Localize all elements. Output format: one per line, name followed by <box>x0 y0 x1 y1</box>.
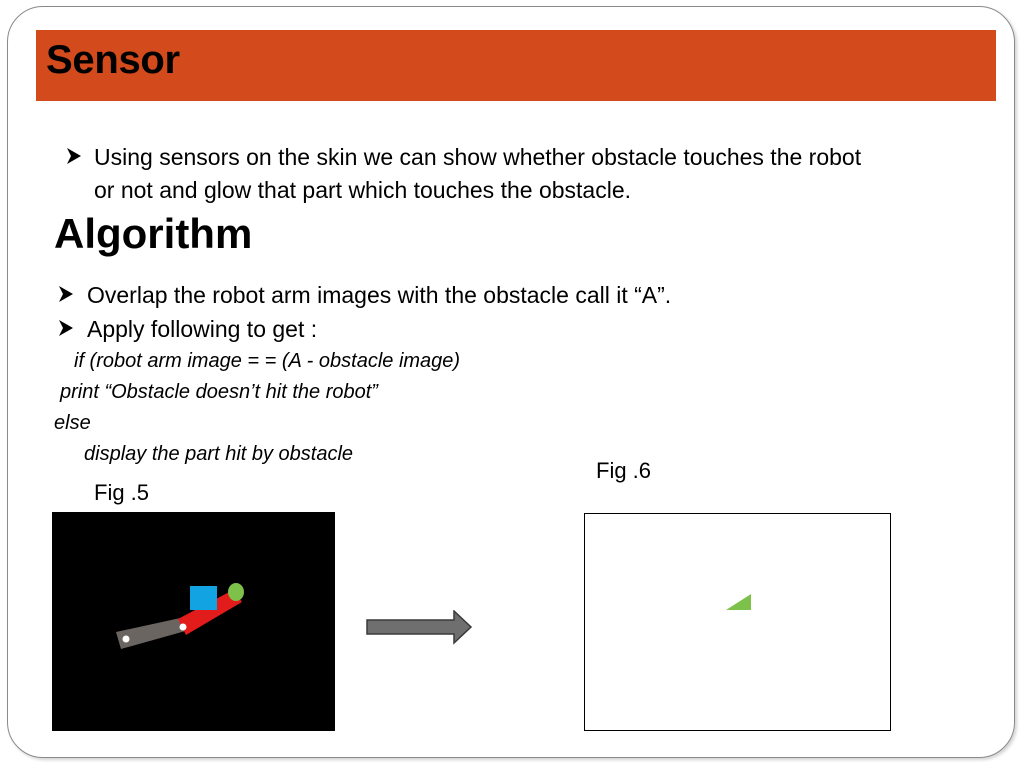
title-bar <box>36 30 996 101</box>
arrowhead-bullet-icon <box>56 318 76 344</box>
end-effector <box>228 583 244 601</box>
bullet-text-line1: Using sensors on the skin we can show whether obstacle touches the robot <box>94 144 862 170</box>
slide-title: Sensor <box>46 38 180 82</box>
hit-region <box>726 594 751 610</box>
arrowhead-bullet-icon <box>64 146 84 172</box>
elbow-joint <box>180 624 187 631</box>
robot-upper-arm <box>116 617 189 649</box>
bullet-text-line2: or not and glow that part which touches the obstacle. <box>94 177 631 203</box>
shoulder-joint <box>123 636 130 643</box>
code-line-if: if (robot arm image = = (A - obstacle image) <box>74 350 461 372</box>
arrowhead-bullet-icon <box>56 284 76 310</box>
fig5-robot-arm-image <box>52 512 335 731</box>
right-arrow-icon <box>366 610 474 651</box>
algorithm-step-2: Apply following to get : <box>87 316 318 342</box>
fig6-label: Fig .6 <box>596 458 652 483</box>
algorithm-step-1: Overlap the robot arm images with the obstacle call it “A”. <box>87 282 672 308</box>
code-line-else: else <box>54 412 91 434</box>
fig5-label: Fig .5 <box>94 480 150 505</box>
code-line-print: print “Obstacle doesn’t hit the robot” <box>60 381 378 403</box>
obstacle-square <box>190 586 217 610</box>
algorithm-heading: Algorithm <box>54 210 253 257</box>
code-line-display: display the part hit by obstacle <box>84 443 354 465</box>
fig6-result-image <box>584 513 891 731</box>
